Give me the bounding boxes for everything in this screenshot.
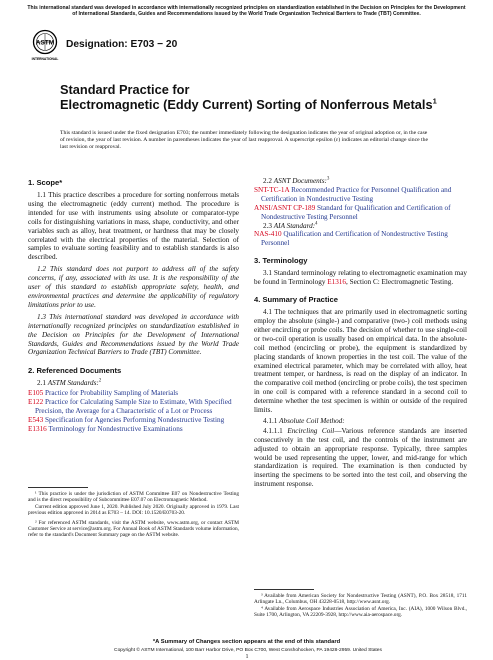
para-4-1-1-1: 4.1.1.1 Encircling Coil—Various reference standards are inserted consecutively in the test coil, and the controls of the instrument are adjusted to obtain an appropriate response. Typically, three samples would be used representing the upper, lower, and mid-range for which standardization is required. The examination is then conducted by inserting the specimens to be sorted into the test coil, and observing the instrument response.	[254, 426, 468, 489]
ref-title-link[interactable]: Terminology for Nondestructive Examinations	[48, 424, 183, 433]
designation: Designation: E703 − 20	[66, 39, 178, 50]
footnote-divider	[28, 487, 88, 488]
para-2-2: 2.2 ASNT Documents:$^3$	[263, 176, 330, 185]
ref-e105	[28, 389, 239, 398]
ref-title-link[interactable]: Specification for Agencies Performing Nondestructive Testing	[44, 415, 225, 424]
ref-e122	[28, 398, 239, 416]
title-line-1: Standard Practice for	[60, 82, 190, 97]
ref-title-link[interactable]: Standard for Qualification and Certification of Nondestructive Testing Personnel	[261, 203, 451, 221]
para-2-3: 2.3 AIA Standard:$^4$	[263, 221, 318, 230]
para-2-1: 2.1 ASTM Standards:$^2$	[37, 378, 102, 388]
para-1-1: 1.1 This practice describes a procedure for sorting nonferrous metals using the electromagnetic (eddy current) method. The procedure is intended for use with instruments using absolute or comparator-type coils for distinguishing variations in mass, shape, conductivity, and other variables such as alloy, heat treatment, or hardness that may be closely correlated with the electrical properties of the material. Selection of samples to evaluate sorting feasibility and to establish standards is also described.	[28, 191, 239, 262]
ref-code-link[interactable]: E122	[28, 398, 44, 407]
document-title	[60, 82, 440, 113]
ref-code-link[interactable]: SNT-TC-1A	[254, 185, 290, 194]
ref-cp-189	[254, 204, 467, 222]
section-1-heading: 1. Scope*	[28, 178, 63, 187]
ref-code-link[interactable]: E1316	[28, 424, 47, 433]
ref-code-link[interactable]: ANSI/ASNT CP-189	[254, 203, 316, 212]
footnote-1: ¹ This practice is under the jurisdiction of ASTM Committee E07 on Nondestructive Testing and is the direct responsibility of Subcommittee E07.07 on Electromagnetic Method.	[28, 491, 239, 504]
footnote-2: ² For referenced ASTM standards, visit the ASTM website, www.astm.org, or contact ASTM Customer Service at service@astm.org. For Annual Book of ASTM Standards volume information, refer to the standard's Document Summary page on the ASTM website.	[28, 519, 239, 539]
right-column	[254, 177, 467, 489]
ref-title-link[interactable]: Practice for Calculating Sample Size to Estimate, With Specified Precision, the Average for a Characteristic of a Lot or Process	[35, 398, 232, 416]
para-1-2: 1.2 This standard does not purport to address all of the safety concerns, if any, associated with its use. It is the responsibility of the user of this standard to establish appropriate safety, health, and environmental practices and determine the applicability of regulatory limitations prior to use.	[28, 265, 239, 309]
ref-title-link[interactable]: Recommended Practice for Personnel Qualification and Certification in Nondestructive Testing	[261, 185, 452, 203]
tbt-notice: This international standard was developed in accordance with internationally recognized principles on standardization established in the Decision on Principles for the Development of International Standards, Guides and Recommendations issued by the World Trade Organization Technical Barriers to Trade (TBT) Committee.	[27, 5, 466, 18]
para-4-1: 4.1 The techniques that are primarily used in electromagnetic sorting employ the absolute (single-) and comparative (two-) coil methods using either encircling or probe coils. The decision of whether to use single-coil or two-coil operation is usually based on empirical data. In the absolute-coil method (encircling or probe), the equipment is standardized by placing standards of known properties in the test coil. The value of the examined electrical parameter, which may be correlated with alloy, heat treatment temper, or hardness, is read on the display of an indicator. In the comparative coil method (encircling or probe coils), the test specimen in one coil is compared with a reference standard in a second coil to determine whether the test specimen is within or outside of the required limits.	[254, 308, 467, 415]
astm-logo	[30, 29, 60, 65]
footnote-1b: Current edition approved June 1, 2020. Published July 2020. Originally approved in 1979. Last previous edition approved in 2014 as E703 – 14. DOI: 10.1520/E0703-20.	[28, 503, 239, 517]
right-footnotes	[254, 589, 467, 619]
footnote-3: ³ Available from American Society for Nondestructive Testing (ASNT), P.O. Box 28518, 1711 Arlingate Ln., Columbus, OH 43228-0518, http://www.asnt.org.	[254, 593, 467, 606]
svg-text:INTERNATIONAL: INTERNATIONAL	[31, 57, 59, 61]
ref-code-link[interactable]: E543	[28, 415, 44, 424]
ref-code-link[interactable]: E105	[28, 389, 44, 398]
ref-e1316	[28, 425, 239, 434]
issuance-note: This standard is issued under the fixed designation E703; the number immediately following the designation indicates the year of original adoption or, in the case of revision, the year of last revision. A number in parentheses indicates the year of last reapproval. A superscript epsilon (ε) indicates an editorial change since the last revision or reapproval.	[60, 130, 429, 150]
title-line-2: Electromagnetic (Eddy Current) Sorting of Nonferrous Metals$^1$	[60, 97, 437, 113]
ref-e543	[28, 416, 239, 425]
para-3-1: 3.1 Standard terminology relating to electromagnetic examination may be found in Terminology E1316, Section C: Electromagnetic Testing.	[254, 269, 467, 287]
copyright-line: Copyright © ASTM International, 100 Barr Harbor Drive, PO Box C700, West Conshohocken, PA 19428-2959. United States	[114, 648, 382, 653]
para-1-3: 1.3 This international standard was developed in accordance with internationally recognized principles on standardization established in the Decision on Principles for the Development of International Standards, Guides and Recommendations issued by the World Trade Organization Technical Barriers to Trade (TBT) Committee.	[28, 312, 239, 357]
para-4-1-1: 4.1.1 Absolute Coil Method:	[263, 416, 345, 425]
ref-nas-410	[254, 230, 467, 248]
page-number: 1	[245, 654, 249, 660]
ref-title-link[interactable]: Practice for Probability Sampling of Materials	[44, 389, 179, 398]
left-footnotes	[28, 487, 239, 539]
footnote-divider	[254, 589, 314, 590]
left-column	[28, 178, 239, 434]
svg-text:ASTM: ASTM	[35, 39, 55, 47]
ref-title-link[interactable]: Qualification and Certification of Nondestructive Testing Personnel	[261, 230, 448, 248]
summary-of-changes-note: *A Summary of Changes section appears at the end of this standard	[152, 639, 341, 645]
ref-snt-tc-1a	[254, 186, 467, 204]
section-3-heading: 3. Terminology	[254, 256, 308, 266]
ref-code-link[interactable]: NAS-410	[254, 230, 282, 239]
section-4-heading: 4. Summary of Practice	[254, 295, 338, 305]
section-2-heading: 2. Referenced Documents	[28, 366, 122, 376]
terminology-link[interactable]: E1316	[327, 278, 346, 287]
footnote-4: ⁴ Available from Aerospace Industries Association of America, Inc. (AIA), 1000 Wilson Blvd., Suite 1700, Arlington, VA 22209-3928, http://www.aia-aerospace.org.	[254, 605, 467, 619]
